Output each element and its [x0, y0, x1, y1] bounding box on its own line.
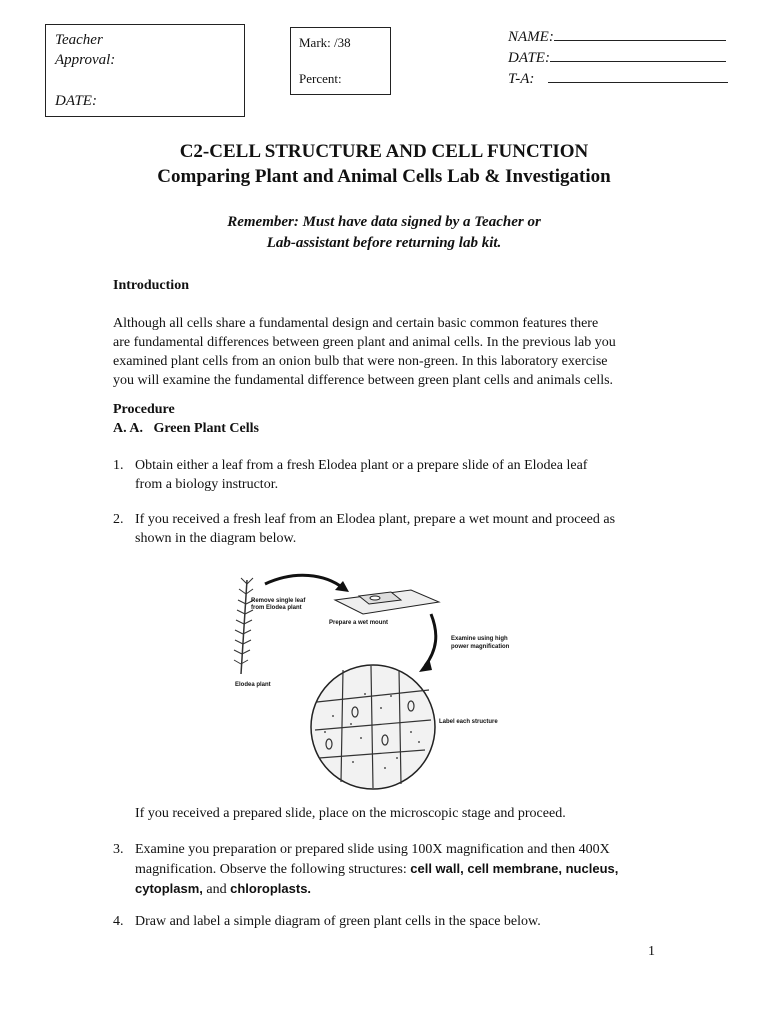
- label-remove-leaf: Remove single leaf: [251, 598, 306, 604]
- and-text: and: [202, 882, 231, 897]
- teacher-approval-box: [45, 24, 245, 117]
- title-line-1: C2-CELL STRUCTURE AND CELL FUNCTION: [179, 141, 589, 162]
- percent-label: Percent:: [299, 71, 342, 86]
- step-number: 3.: [113, 842, 124, 857]
- teacher-label: Teacher: [55, 32, 103, 48]
- label-examine-2: power magnification: [451, 644, 510, 650]
- step-number: 2.: [113, 512, 124, 527]
- label-each-structure: Label each structure: [439, 719, 498, 725]
- step-number: 4.: [113, 914, 124, 929]
- name-label: NAME:: [508, 29, 554, 45]
- step-4: [113, 912, 673, 931]
- student-name-row: [508, 28, 726, 46]
- intro-line: Although all cells share a fundamental design and certain basic common features there: [113, 316, 599, 331]
- prepared-slide-note: If you received a prepared slide, place on the microscopic stage and proceed.: [135, 806, 566, 821]
- step-text: Examine you preparation or prepared slide using 100X magnification and then 400X: [135, 842, 610, 857]
- step-text: [113, 879, 673, 899]
- step-2: [113, 510, 673, 548]
- teacher-date-label: DATE:: [55, 93, 97, 109]
- reminder-line-2: Lab-assistant before returning lab kit.: [266, 235, 502, 251]
- ta-field[interactable]: [548, 70, 728, 83]
- elodea-diagram-graphic: [225, 562, 545, 792]
- page-number: 1: [648, 944, 655, 959]
- ta-label: T-A:: [508, 71, 535, 87]
- elodea-diagram: [225, 562, 545, 792]
- arrow-icon: [265, 575, 343, 588]
- slide-icon: [335, 590, 439, 614]
- step-3: [113, 840, 673, 899]
- intro-line: examined plant cells from an onion bulb that were non-green. In this laboratory exercise: [113, 354, 608, 369]
- chloroplasts-bold: chloroplasts.: [230, 881, 312, 896]
- procedure-subheading: A. A. Green Plant Cells: [113, 421, 259, 436]
- student-date-row: [508, 49, 726, 67]
- step-text: Draw and label a simple diagram of green plant cells in the space below.: [135, 914, 541, 929]
- approval-label: Approval:: [55, 52, 116, 68]
- label-examine: Examine using high: [451, 636, 508, 642]
- reminder-line-1: Remember: Must have data signed by a Teacher or: [227, 214, 541, 230]
- procedure-heading: Procedure: [113, 402, 175, 417]
- cytoplasm-bold: cytoplasm,: [135, 881, 203, 896]
- step-text: shown in the diagram below.: [135, 531, 297, 546]
- label-remove-leaf-2: from Elodea plant: [251, 605, 302, 611]
- mark-label: Mark: /38: [299, 35, 351, 50]
- step-text: from a biology instructor.: [135, 477, 279, 492]
- intro-line: are fundamental differences between green plant and animal cells. In the previous lab you: [113, 335, 616, 350]
- introduction-heading: Introduction: [113, 278, 189, 293]
- structures-bold: cell wall, cell membrane, nucleus,: [410, 861, 619, 876]
- label-elodea-plant: Elodea plant: [235, 682, 271, 688]
- step-text: [113, 859, 673, 879]
- student-ta-row: [508, 70, 728, 88]
- step-number: 1.: [113, 458, 124, 473]
- step-text-plain: magnification. Observe the following structures:: [135, 862, 411, 877]
- date-field[interactable]: [550, 49, 726, 62]
- title-line-2: Comparing Plant and Animal Cells Lab & Investigation: [157, 166, 611, 187]
- step-text: If you received a fresh leaf from an Elodea plant, prepare a wet mount and proceed as: [135, 512, 616, 527]
- step-1: [113, 456, 673, 494]
- date-label: DATE:: [508, 50, 550, 66]
- introduction-paragraph: [113, 314, 673, 390]
- arrow-down-icon: [425, 614, 436, 666]
- name-field[interactable]: [554, 28, 726, 41]
- label-wet-mount: Prepare a wet mount: [329, 620, 389, 626]
- elodea-plant-icon: [234, 578, 254, 674]
- intro-line: you will examine the fundamental difference between green plant cells and animals cells.: [113, 373, 614, 388]
- mark-box: [290, 27, 391, 95]
- step-text: Obtain either a leaf from a fresh Elodea plant or a prepare slide of an Elodea leaf: [135, 458, 588, 473]
